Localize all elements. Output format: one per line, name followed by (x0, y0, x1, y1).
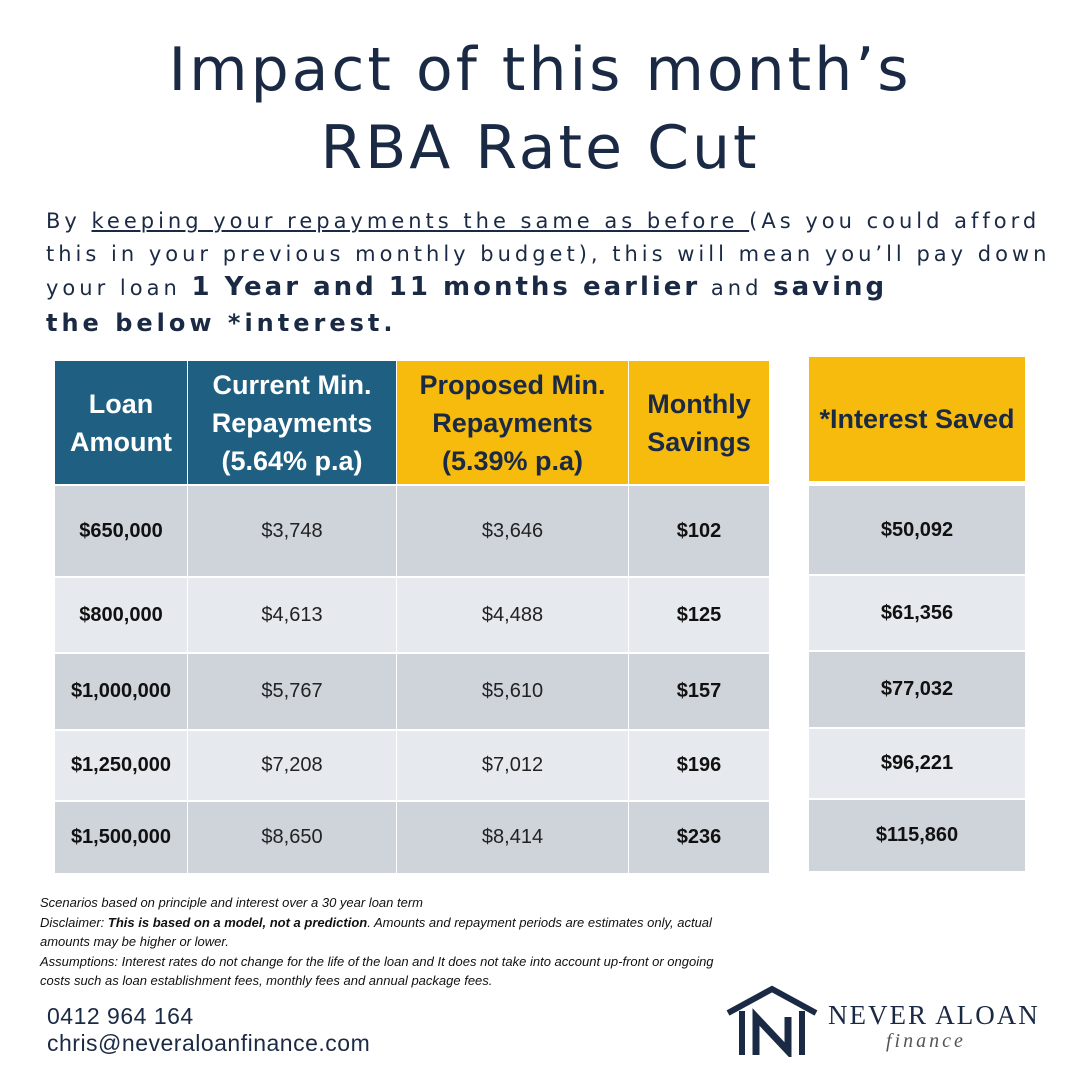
current-repayment-cell: $4,613 (188, 578, 396, 652)
intro-bold-earlier: 1 Year and 11 months earlier (191, 272, 701, 302)
monthly-savings-cell: $236 (629, 802, 769, 873)
intro-text-1: By (46, 209, 92, 233)
contact-phone[interactable]: 0412 964 164 (47, 1003, 194, 1029)
proposed-repayment-cell: $3,646 (397, 486, 628, 576)
intro-text-2: (As you could afford this in your previous monthly budget), this will mean you’ll pay down your loan (46, 209, 1051, 300)
current-repayment-cell: $5,767 (188, 654, 396, 729)
proposed-repayment-cell: $8,414 (397, 802, 628, 873)
header-proposed-repayments: Proposed Min. Repayments (5.39% p.a) (397, 361, 628, 484)
monthly-savings-cell: $196 (629, 731, 769, 800)
intro-paragraph (46, 205, 1056, 340)
note-disclaimer (40, 913, 720, 952)
note-scenarios: Scenarios based on principle and interest over a 30 year loan term (40, 895, 423, 910)
intro-bold-saving: saving (773, 272, 888, 302)
header-current-repayments: Current Min. Repayments (5.64% p.a) (188, 361, 396, 484)
current-repayment-cell: $3,748 (188, 486, 396, 576)
proposed-repayment-cell: $7,012 (397, 731, 628, 800)
current-repayment-cell: $7,208 (188, 731, 396, 800)
loan-amount-cell: $1,500,000 (55, 802, 187, 873)
proposed-repayment-cell: $5,610 (397, 654, 628, 729)
monthly-savings-cell: $102 (629, 486, 769, 576)
loan-amount-cell: $800,000 (55, 578, 187, 652)
disclaimer-rest: . Amounts and repayment periods are estimates only, actual amounts may be higher or lower. (40, 914, 712, 949)
interest-saved-cell: $96,221 (809, 729, 1025, 798)
interest-saved-cell: $115,860 (809, 800, 1025, 871)
loan-amount-cell: $1,000,000 (55, 654, 187, 729)
proposed-repayment-cell: $4,488 (397, 578, 628, 652)
page-title-line-1: Impact of this month’s (168, 35, 912, 105)
loan-amount-cell: $1,250,000 (55, 731, 187, 800)
page-title-line-2: RBA Rate Cut (320, 113, 760, 183)
disclaimer-bold: This is based on a model, not a prediction (107, 914, 368, 930)
intro-bold-interest: the below *interest. (46, 309, 397, 337)
header-monthly-savings: Monthly Savings (629, 361, 769, 484)
monthly-savings-cell: $157 (629, 654, 769, 729)
intro-underlined: keeping your repayments the same as before (91, 209, 750, 233)
header-interest-saved: *Interest Saved (809, 357, 1025, 481)
interest-saved-cell: $50,092 (809, 486, 1025, 574)
disclaimer-notes (40, 893, 720, 991)
intro-text-3: and (700, 276, 774, 300)
note-assumptions: Assumptions: Interest rates do not change for the life of the loan and It does not take into account up-front or ongoing costs such as loan establishment fees, monthly fees and annual package fees. (40, 953, 714, 988)
contact-email[interactable]: chris@neveraloanfinance.com (47, 1030, 371, 1056)
never-aloan-logo-icon (724, 985, 820, 1057)
interest-saved-cell: $77,032 (809, 652, 1025, 727)
current-repayment-cell: $8,650 (188, 802, 396, 873)
interest-saved-cell: $61,356 (809, 576, 1025, 650)
logo-wordmark: NEVER ALOAN (828, 1000, 1040, 1030)
monthly-savings-cell: $125 (629, 578, 769, 652)
header-loan-amount: Loan Amount (55, 361, 187, 484)
logo-subtitle: finance (886, 1030, 966, 1052)
disclaimer-label: Disclaimer: (40, 914, 108, 930)
loan-amount-cell: $650,000 (55, 486, 187, 576)
